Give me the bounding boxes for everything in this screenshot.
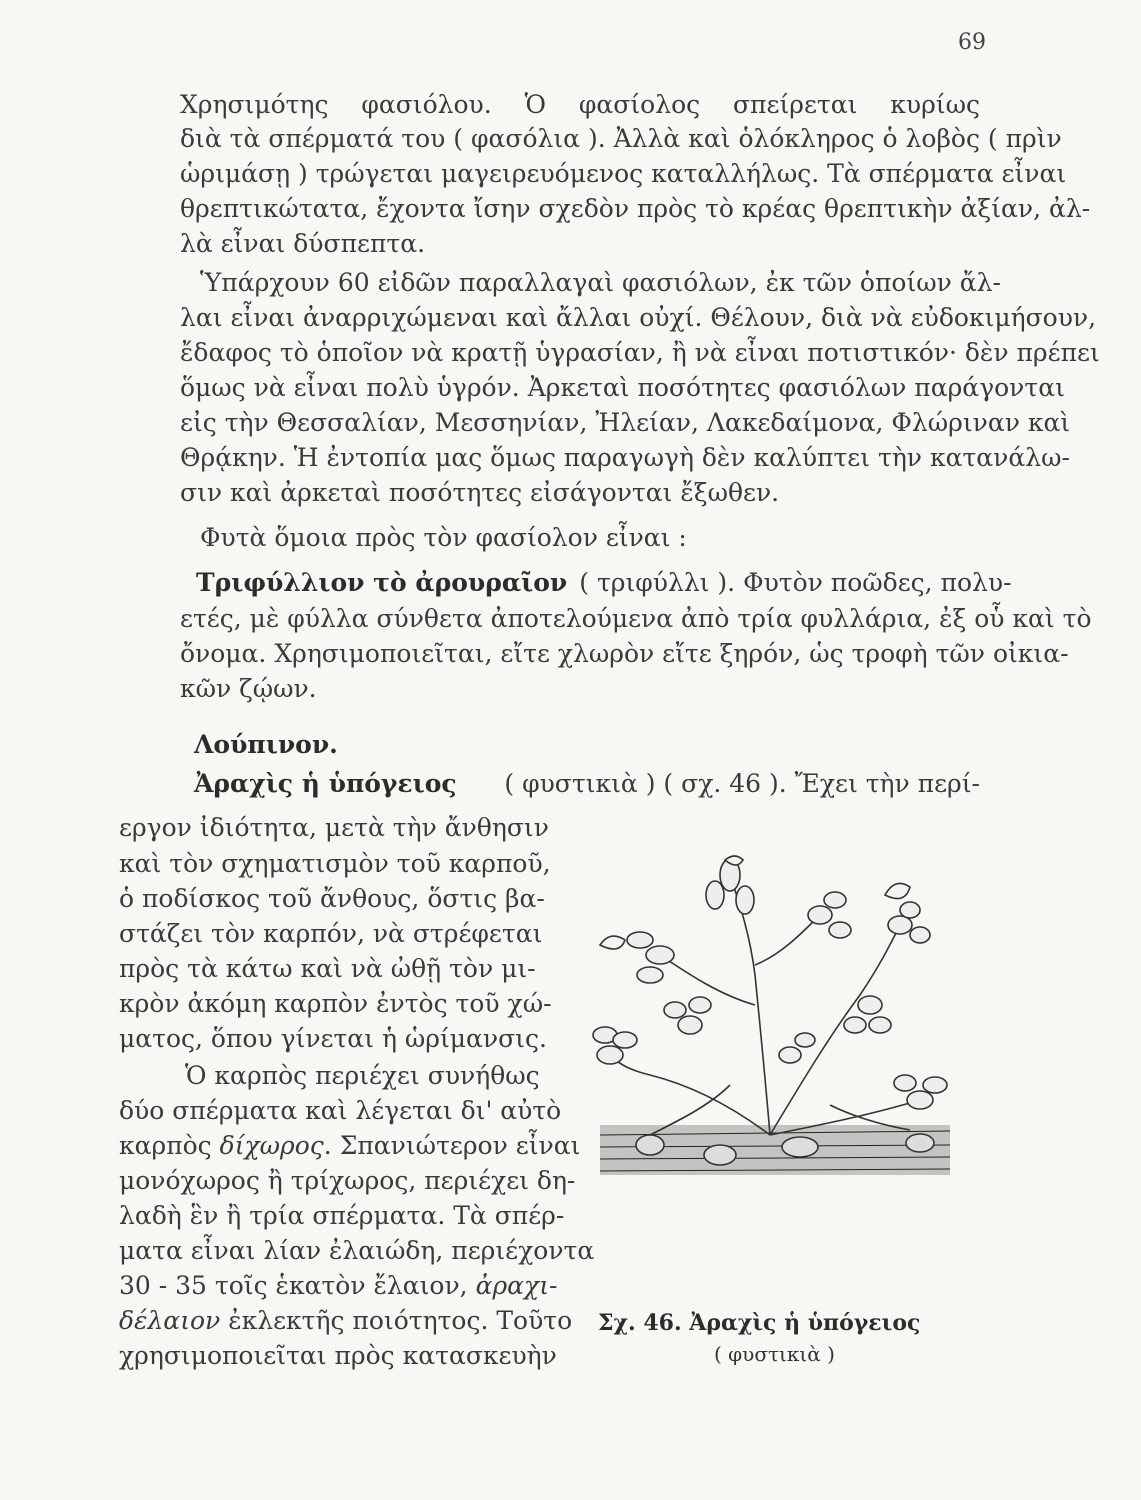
line-text: . Σπανιώτερον εἶναι [323, 1131, 581, 1160]
text-line: ὄνομα. Χρησιμοποιεῖται, εἴτε χλωρὸν εἴτε ξηρόν, ὡς τροφὴ τῶν οἰκια- [180, 639, 1069, 668]
text-line: καὶ τὸν σχηματισμὸν τοῦ καρποῦ, [119, 849, 551, 878]
text-line: διὰ τὰ σπέρματά του ( φασόλια ). Ἀλλὰ καὶ ὁλόκληρος ὁ λοβὸς ( πρὶν [180, 124, 1062, 153]
line-text: ( τριφύλλι ). Φυτὸν ποῶδες, πολυ- [579, 568, 1012, 597]
term-arachis: Ἀραχὶς ἡ ὑπόγειος [194, 769, 457, 798]
text-line: ματα εἶναι λίαν ἐλαιώδη, περιέχοντα [119, 1236, 595, 1265]
text-line: ὡριμάσῃ ) τρώγεται μαγειρευόμενος καταλλήλως. Τὰ σπέρματα εἶναι [180, 159, 1067, 188]
text-line: θρεπτικώτατα, ἔχοντα ἴσην σχεδὸν πρὸς τὸ κρέας θρεπτικὴν ἀξίαν, ἀλ- [180, 194, 1091, 223]
text-line: Θρᾴκην. Ἡ ἐντοπία μας ὅμως παραγωγὴ δὲν καλύπτει τὴν κατανάλω- [180, 443, 1070, 472]
text-line: ετές, μὲ φύλλα σύνθετα ἀποτελούμενα ἀπὸ τρία φυλλάρια, ἐξ οὗ καὶ τὸ [180, 604, 1092, 633]
line-text: ( φυστικιὰ ) ( σχ. 46 ). Ἔχει τὴν περί- [504, 769, 980, 798]
text-line [194, 767, 980, 801]
text-line: λαδὴ ἓν ἢ τρία σπέρματα. Τὰ σπέρ- [119, 1201, 565, 1230]
peanut-plant-drawing [580, 855, 970, 1185]
text-line: ὁ ποδίσκος τοῦ ἄνθους, ὅστις βα- [119, 884, 545, 913]
term-arachidelaion-cont: δέλαιον [119, 1306, 221, 1335]
text-line: κρὸν ἀκόμη καρπὸν ἐντὸς τοῦ χώ- [119, 989, 552, 1018]
text-line: εργον ἰδιότητα, μετὰ τὴν ἄνθησιν [119, 813, 549, 842]
text-line: μονόχωρος ἢ τρίχωρος, περιέχει δη- [119, 1166, 576, 1195]
text-line: στάζει τὸν καρπόν, νὰ στρέφεται [119, 919, 543, 948]
line-text: καρπὸς [119, 1131, 212, 1160]
text-line: ἔδαφος τὸ ὁποῖον νὰ κρατῇ ὑγρασίαν, ἢ νὰ εἶναι ποτιστικόν· δὲν πρέπει [180, 338, 1100, 367]
text-line: σιν καὶ ἀρκεταὶ ποσότητες εἰσάγονται ἔξωθεν. [180, 478, 780, 507]
text-line: Φυτὰ ὅμοια πρὸς τὸν φασίολον εἶναι : [200, 523, 687, 552]
text-line: Ὑπάρχουν 60 εἰδῶν παραλλαγαὶ φασιόλων, ἐκ τῶν ὁποίων ἄλ- [200, 268, 1001, 297]
text-line: κῶν ζῴων. [180, 674, 317, 703]
text-line: δύο σπέρματα καὶ λέγεται δι' αὐτὸ [119, 1096, 562, 1125]
line-text: 30 - 35 τοῖς ἑκατὸν ἔλαιον, [119, 1271, 468, 1300]
page-number: 69 [958, 30, 986, 55]
term-dichoros: δίχωρος [219, 1131, 324, 1160]
text-line [196, 566, 1012, 600]
text-line [119, 1304, 572, 1338]
text-line: εἰς τὴν Θεσσαλίαν, Μεσσηνίαν, Ἠλείαν, Λακεδαίμονα, Φλώριναν καὶ [180, 408, 1071, 437]
text-line [180, 88, 980, 122]
line-text: Χρησιμότης φασιόλου. Ὁ φασίολος σπείρεται κυρίως [180, 90, 980, 119]
text-line: ὅμως νὰ εἶναι πολὺ ὑγρόν. Ἀρκεταὶ ποσότητες φασιόλων παράγονται [180, 373, 1065, 402]
term-arachidelaion: ἀραχι- [475, 1271, 558, 1300]
text-line [119, 1129, 580, 1163]
term-loupinon: Λούπινον. [194, 730, 338, 759]
text-line: χρησιμοποιεῖται πρὸς κατασκευὴν [119, 1341, 557, 1370]
text-line: Ὁ καρπὸς περιέχει συνήθως [185, 1061, 540, 1090]
text-line: λαι εἶναι ἀναρριχώμεναι καὶ ἄλλαι οὐχί. Θέλουν, διὰ νὰ εὐδοκιμήσουν, [180, 303, 1097, 332]
text-line [119, 1269, 557, 1303]
text-line: λὰ εἶναι δύσπεπτα. [180, 229, 426, 258]
term-trifyllion: Τριφύλλιον τὸ ἀρουραῖον [196, 568, 568, 597]
peanut-plant-illustration [580, 855, 970, 1185]
figure-caption: Σχ. 46. Ἀραχὶς ἡ ὑπόγειος [598, 1310, 921, 1336]
line-text: ἐκλεκτῆς ποιότητος. Τοῦτο [228, 1306, 573, 1335]
text-line: ματος, ὅπου γίνεται ἡ ὡρίμανσις. [119, 1024, 547, 1053]
text-line: πρὸς τὰ κάτω καὶ νὰ ὠθῇ τὸν μι- [119, 954, 536, 983]
figure-subcaption: ( φυστικιὰ ) [714, 1342, 835, 1366]
